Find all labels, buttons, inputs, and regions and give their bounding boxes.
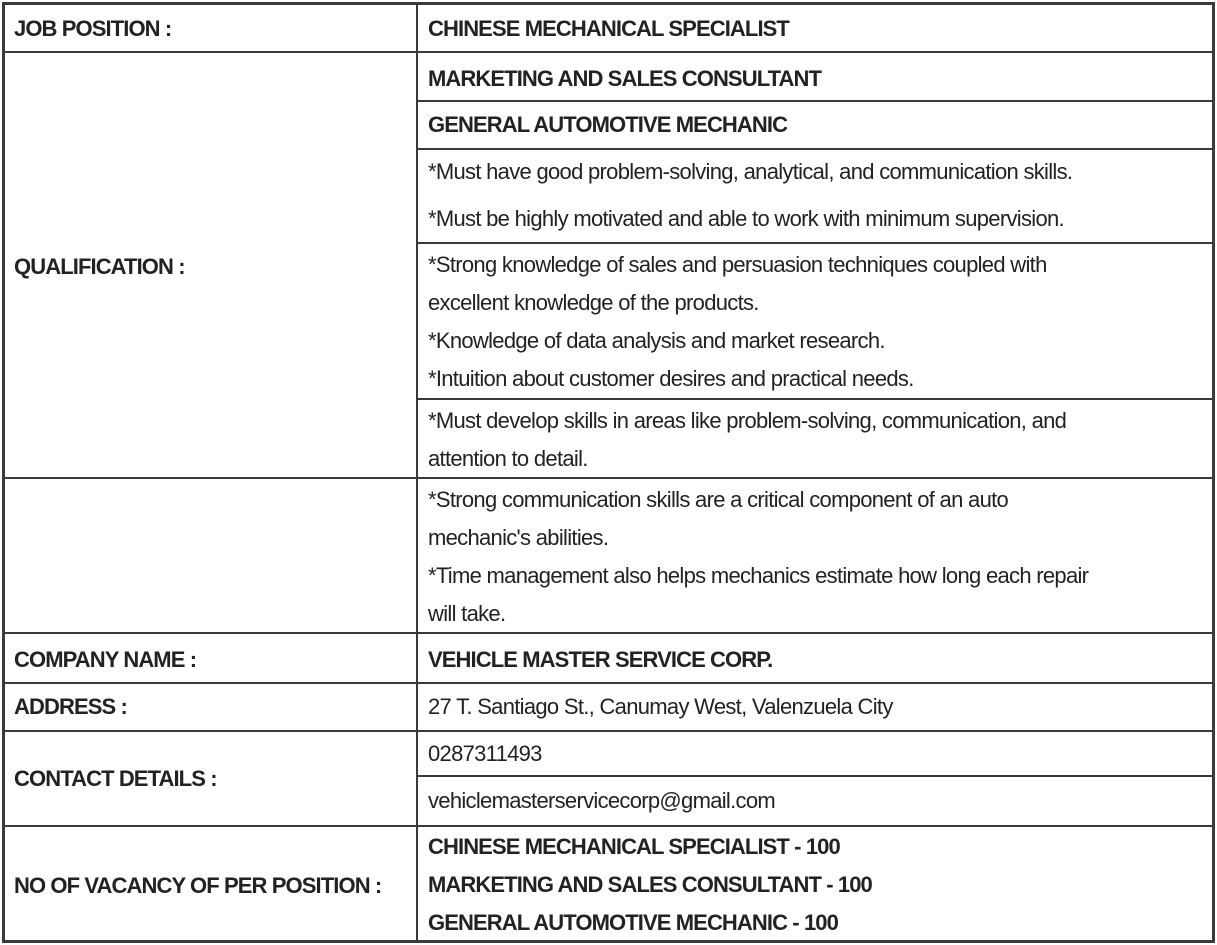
address-label: ADDRESS : bbox=[14, 694, 127, 719]
qualification-line: *Knowledge of data analysis and market research. bbox=[428, 328, 885, 353]
qualification-line: *Strong communication skills are a critical component of an auto bbox=[428, 487, 1009, 512]
row-divider bbox=[418, 148, 1212, 150]
position-marketing-sales-consultant: MARKETING AND SALES CONSULTANT bbox=[428, 66, 822, 91]
vacancy-line: GENERAL AUTOMOTIVE MECHANIC - 100 bbox=[428, 910, 838, 935]
qualification-line: *Must be highly motivated and able to work with minimum supervision. bbox=[428, 206, 1064, 231]
vacancy-label: NO OF VACANCY OF PER POSITION : bbox=[14, 873, 382, 898]
qualification-line: attention to detail. bbox=[428, 446, 588, 471]
address-value: 27 T. Santiago St., Canumay West, Valenzuela City bbox=[428, 694, 893, 719]
phone-number: 0287311493 bbox=[428, 741, 542, 766]
row-divider bbox=[418, 242, 1212, 244]
company-name-value: VEHICLE MASTER SERVICE CORP. bbox=[428, 647, 773, 672]
qualification-line: will take. bbox=[428, 601, 506, 626]
qualification-line: excellent knowledge of the products. bbox=[428, 290, 759, 315]
email-address: vehiclemasterservicecorp@gmail.com bbox=[428, 788, 775, 813]
row-divider bbox=[5, 682, 1212, 684]
contact-details-label: CONTACT DETAILS : bbox=[14, 766, 217, 791]
row-divider bbox=[418, 398, 1212, 400]
qualification-line: *Must have good problem-solving, analytical, and communication skills. bbox=[428, 159, 1073, 184]
vacancy-line: CHINESE MECHANICAL SPECIALIST - 100 bbox=[428, 834, 840, 859]
job-position-label: JOB POSITION : bbox=[14, 16, 172, 41]
vacancy-line: MARKETING AND SALES CONSULTANT - 100 bbox=[428, 872, 872, 897]
position-general-automotive-mechanic: GENERAL AUTOMOTIVE MECHANIC bbox=[428, 112, 788, 137]
position-chinese-mechanical-specialist: CHINESE MECHANICAL SPECIALIST bbox=[428, 16, 789, 41]
qualification-line: mechanic's abilities. bbox=[428, 525, 609, 550]
qualification-line: *Strong knowledge of sales and persuasion techniques coupled with bbox=[428, 252, 1047, 277]
column-divider bbox=[416, 5, 418, 940]
row-divider bbox=[5, 477, 1212, 479]
row-divider bbox=[418, 100, 1212, 102]
row-divider bbox=[5, 51, 1212, 53]
row-divider bbox=[5, 825, 1212, 827]
row-divider bbox=[5, 632, 1212, 634]
row-divider bbox=[418, 775, 1212, 777]
qualification-line: *Time management also helps mechanics estimate how long each repair bbox=[428, 563, 1089, 588]
qualification-line: *Must develop skills in areas like problem-solving, communication, and bbox=[428, 408, 1067, 433]
company-name-label: COMPANY NAME : bbox=[14, 647, 197, 672]
job-posting-table bbox=[2, 2, 1215, 943]
qualification-label: QUALIFICATION : bbox=[14, 254, 185, 279]
row-divider bbox=[5, 730, 1212, 732]
qualification-line: *Intuition about customer desires and practical needs. bbox=[428, 366, 914, 391]
